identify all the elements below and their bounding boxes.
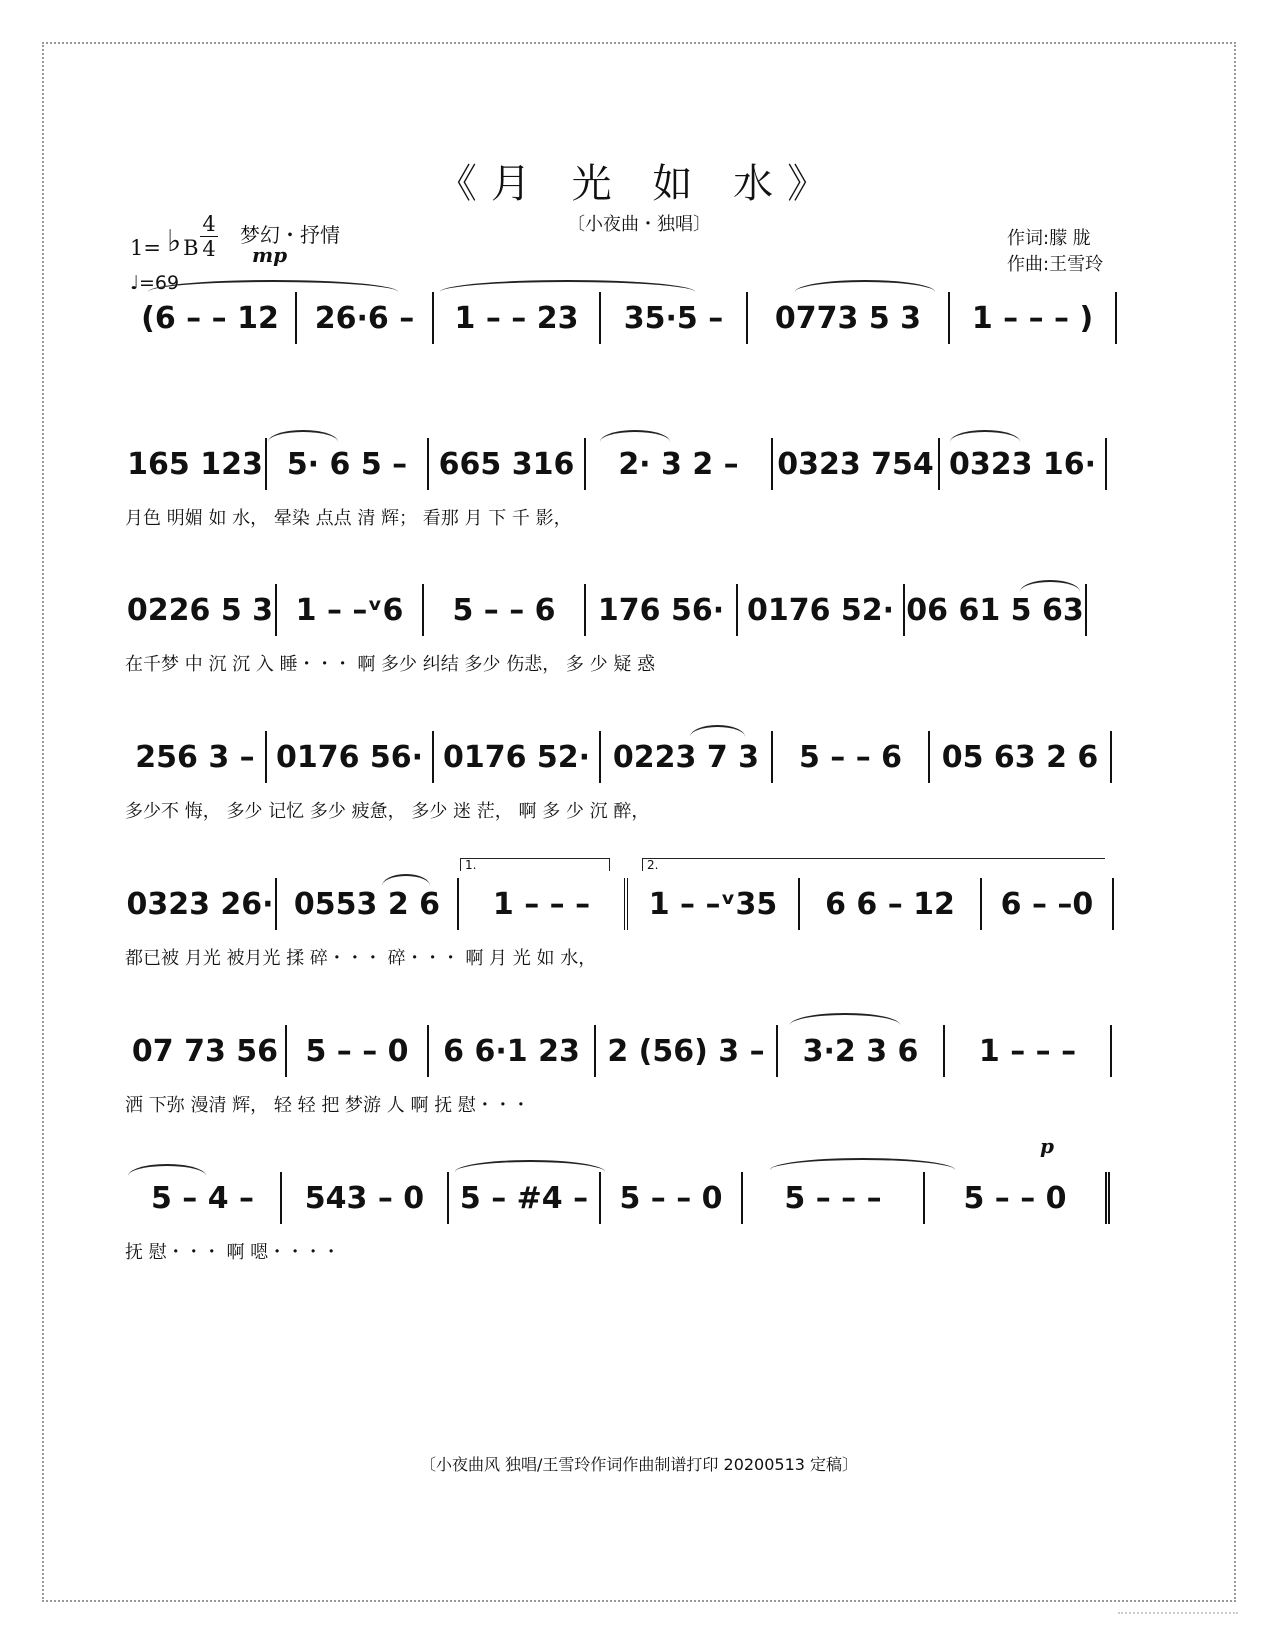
measure: 0226 5 3 xyxy=(125,584,277,636)
tempo-marking: ♩=69 xyxy=(130,272,180,294)
lyrics-row: 都已被 月光 被月光 揉 碎・・・ 碎・・・ 啊 月 光 如 水， xyxy=(125,948,597,969)
measure: 0176 56· xyxy=(267,731,434,783)
measure: 2 (56) 3 – xyxy=(596,1025,778,1077)
lyricist: 作词:朦 胧 xyxy=(1007,228,1091,249)
measure: 5 – – 0 xyxy=(287,1025,429,1077)
measure: 6 – –0 xyxy=(982,878,1114,930)
measure: 5 – – – xyxy=(743,1172,925,1224)
key-note: B xyxy=(183,236,199,260)
measures-row xyxy=(125,727,1160,787)
measure: 0176 52· xyxy=(434,731,601,783)
measure: (6 – – 12 xyxy=(125,292,297,344)
measure: 0323 16· xyxy=(940,438,1107,490)
measure: 1 – – 23 xyxy=(434,292,601,344)
measure: 35·5 – xyxy=(601,292,748,344)
measure: 0223 7 3 xyxy=(601,731,773,783)
measure: 26·6 – xyxy=(297,292,434,344)
measure: 665 316 xyxy=(429,438,586,490)
measure: 543 – 0 xyxy=(282,1172,449,1224)
corner-mark xyxy=(1118,1612,1238,1620)
measure: 0323 26· xyxy=(125,878,277,930)
lyrics-row: 抚 慰・・・ 啊 嗯・・・・ xyxy=(125,1242,341,1263)
measure: 1 – – – ) xyxy=(950,292,1117,344)
first-ending: 1. xyxy=(460,858,610,871)
measure: 05 63 2 6 xyxy=(930,731,1112,783)
measures-row xyxy=(125,1021,1160,1081)
key-signature xyxy=(130,224,199,263)
second-ending: 2. xyxy=(642,858,1105,871)
measure: 165 123 xyxy=(125,438,267,490)
measure: 1 – –ᵛ35 xyxy=(628,878,800,930)
measure: 07 73 56 xyxy=(125,1025,287,1077)
measure: 2· 3 2 – xyxy=(586,438,773,490)
measure: 176 56· xyxy=(586,584,738,636)
measure: 6 6·1 23 xyxy=(429,1025,596,1077)
measures-row xyxy=(125,434,1160,494)
measure: 5· 6 5 – xyxy=(267,438,429,490)
dynamic-marking: mp xyxy=(252,243,288,267)
lyrics-row: 在千梦 中 沉 沉 入 睡・・・ 啊 多少 纠结 多少 伤悲， 多 少 疑 惑 xyxy=(125,654,656,675)
footer-note: 〔小夜曲风 独唱/王雪玲作词作曲制谱打印 20200513 定稿〕 xyxy=(419,1455,859,1474)
measure: 0773 5 3 xyxy=(748,292,950,344)
measures-row xyxy=(125,288,1160,348)
credits xyxy=(1007,226,1103,278)
lyrics-row: 多少不 悔， 多少 记忆 多少 疲惫， 多少 迷 茫， 啊 多 少 沉 醉， xyxy=(125,801,650,822)
measure: 06 61 5 63 xyxy=(905,584,1087,636)
measure: 1 – –ᵛ6 xyxy=(277,584,424,636)
measures-row xyxy=(125,580,1160,640)
measure: 0553 2 6 xyxy=(277,878,459,930)
measure: 3·2 3 6 xyxy=(778,1025,945,1077)
measure: 6 6 – 12 xyxy=(800,878,982,930)
measure: 1 – – – xyxy=(945,1025,1112,1077)
flat-symbol: ♭ xyxy=(166,224,182,259)
measure: 5 – – 0 xyxy=(925,1172,1110,1224)
dynamic-marking-p: p xyxy=(1040,1134,1054,1158)
time-signature xyxy=(200,212,218,261)
measure: 5 – – 6 xyxy=(424,584,586,636)
measure: 5 – #4 – xyxy=(449,1172,601,1224)
measure: 5 – – 0 xyxy=(601,1172,743,1224)
measure: 256 3 – xyxy=(125,731,267,783)
key-prefix: 1= xyxy=(130,236,161,260)
measure: 5 – 4 – xyxy=(125,1172,282,1224)
song-subtitle: 〔小夜曲・独唱〕 xyxy=(567,214,711,235)
measures-row xyxy=(125,1168,1160,1228)
measure: 1 – – – xyxy=(459,878,628,930)
measure: 0176 52· xyxy=(738,584,905,636)
lyrics-row: 洒 下弥 漫清 辉， 轻 轻 把 梦游 人 啊 抚 慰・・・ xyxy=(125,1095,530,1116)
style-marking: 梦幻・抒情 xyxy=(240,223,340,247)
lyrics-row: 月色 明媚 如 水， 晕染 点点 清 辉； 看那 月 下 千 影， xyxy=(125,508,572,529)
measure: 0323 754 xyxy=(773,438,940,490)
measure: 5 – – 6 xyxy=(773,731,930,783)
time-signature-top: 4 xyxy=(200,212,218,237)
measures-row xyxy=(125,874,1160,934)
time-signature-bottom: 4 xyxy=(202,237,216,261)
song-title: 《月 光 如 水》 xyxy=(436,161,842,207)
composer: 作曲:王雪玲 xyxy=(1007,254,1104,275)
